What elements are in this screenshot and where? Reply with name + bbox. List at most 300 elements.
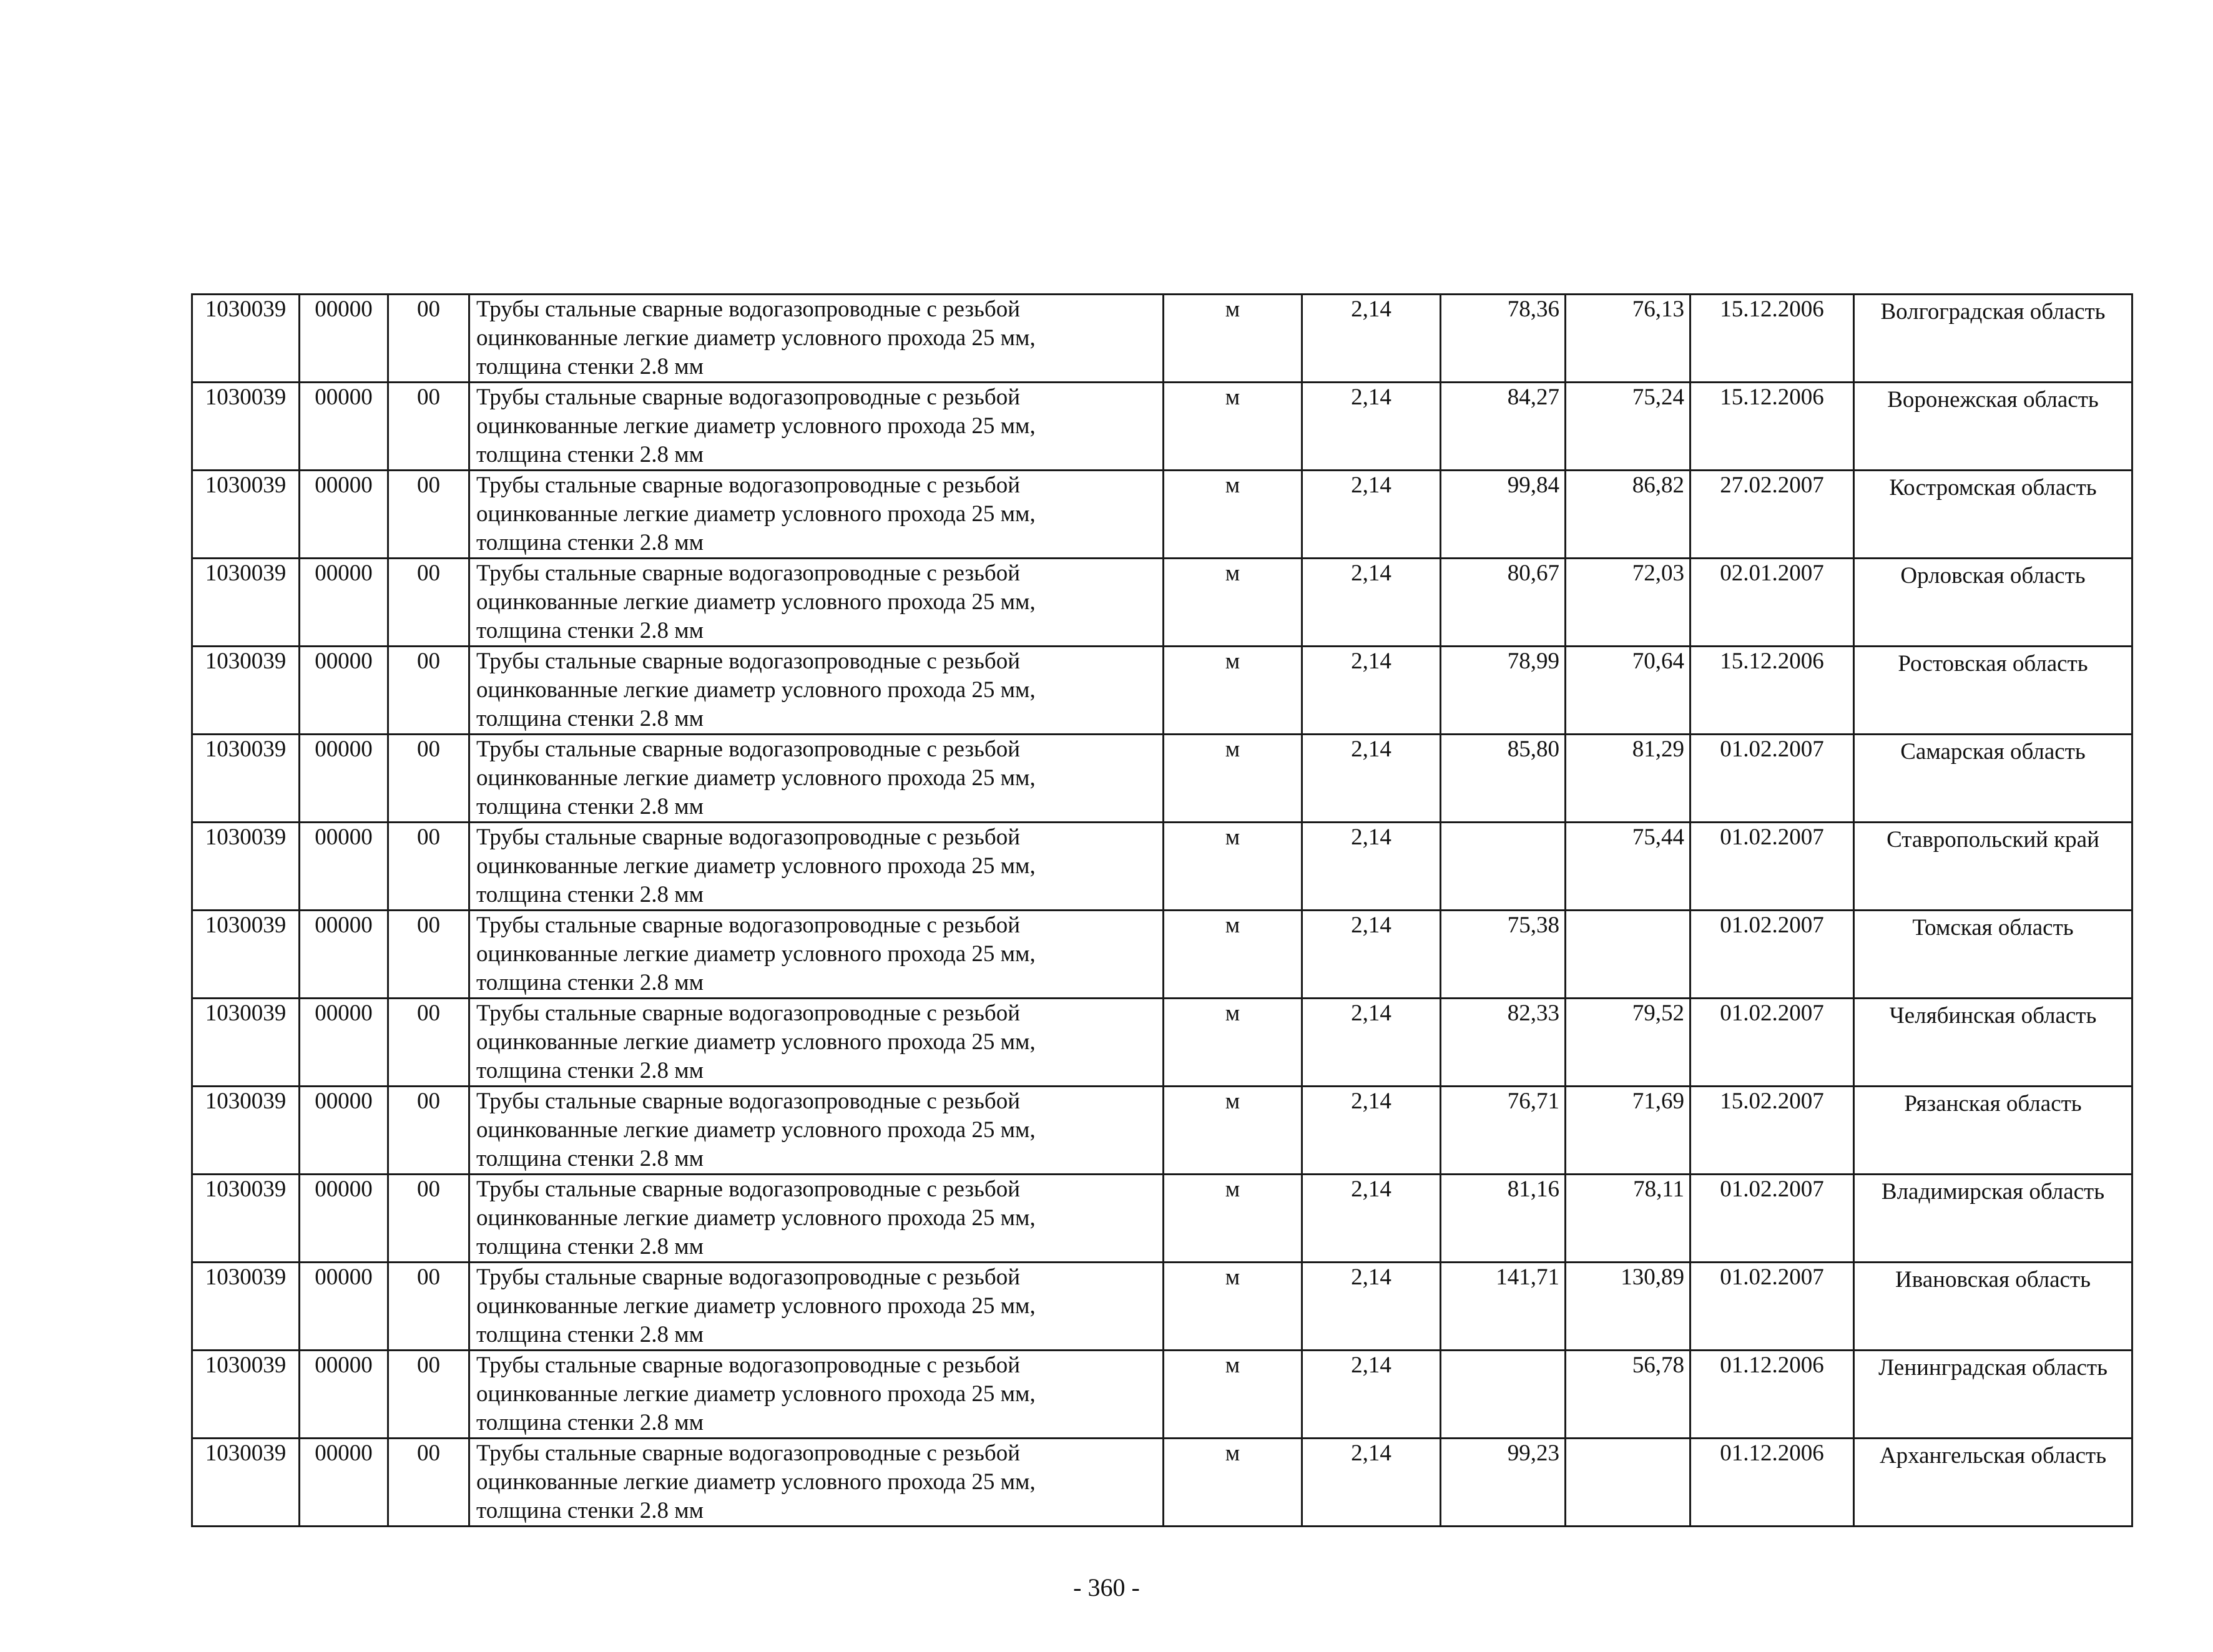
coefficient: 2,14 — [1351, 1264, 1391, 1290]
price-2-cell — [1566, 1087, 1690, 1175]
region: Костромская область — [1889, 475, 2097, 501]
resource-code-cell — [192, 1087, 300, 1175]
unit: м — [1225, 1440, 1240, 1466]
variant-cell — [388, 735, 469, 823]
unit: м — [1225, 1088, 1240, 1114]
table-row — [192, 823, 2132, 911]
description-line-2: оцинкованные легкие диаметр условного прохода 25 мм, — [476, 1029, 1036, 1055]
unit: м — [1225, 648, 1240, 674]
price-2-cell — [1566, 911, 1690, 999]
subcode: 00000 — [315, 1176, 373, 1202]
price-1-cell — [1441, 911, 1566, 999]
resource-code-cell — [192, 911, 300, 999]
coefficient: 2,14 — [1351, 824, 1391, 850]
price-1: 141,71 — [1496, 1264, 1559, 1290]
resource-code-cell — [192, 471, 300, 559]
coefficient-cell — [1302, 1439, 1441, 1527]
price-2-cell — [1566, 295, 1690, 383]
subcode: 00000 — [315, 1264, 373, 1290]
unit: м — [1225, 1264, 1240, 1290]
subcode: 00000 — [315, 824, 373, 850]
subcode: 00000 — [315, 384, 373, 410]
description-cell — [469, 1175, 1164, 1263]
region-cell — [1854, 823, 2132, 911]
coefficient: 2,14 — [1351, 1176, 1391, 1202]
table-row — [192, 1351, 2132, 1439]
resource-code: 1030039 — [205, 1176, 287, 1202]
variant-code: 00 — [417, 1264, 440, 1290]
description-line-1: Трубы стальные сварные водогазопроводные с резьбой — [476, 736, 1021, 762]
resource-code: 1030039 — [205, 1264, 287, 1290]
coefficient-cell — [1302, 1175, 1441, 1263]
region-cell — [1854, 1351, 2132, 1439]
variant-cell — [388, 647, 469, 735]
region: Владимирская область — [1881, 1179, 2105, 1205]
variant-code: 00 — [417, 384, 440, 410]
table-row — [192, 1175, 2132, 1263]
unit-cell — [1164, 1439, 1302, 1527]
description-line-1: Трубы стальные сварные водогазопроводные с резьбой — [476, 1176, 1021, 1202]
coefficient-cell — [1302, 295, 1441, 383]
resource-code-cell — [192, 999, 300, 1087]
description-cell — [469, 559, 1164, 647]
coefficient-cell — [1302, 559, 1441, 647]
price-1-cell — [1441, 1439, 1566, 1527]
region-cell — [1854, 1175, 2132, 1263]
unit-cell — [1164, 823, 1302, 911]
unit: м — [1225, 560, 1240, 586]
date-cell — [1690, 1351, 1854, 1439]
subcode: 00000 — [315, 472, 373, 498]
description-line-1: Трубы стальные сварные водогазопроводные с резьбой — [476, 648, 1021, 674]
subcode-cell — [300, 1263, 388, 1351]
region: Ростовская область — [1898, 651, 2088, 677]
subcode: 00000 — [315, 296, 373, 322]
coefficient-cell — [1302, 471, 1441, 559]
region-cell — [1854, 383, 2132, 471]
subcode-cell — [300, 911, 388, 999]
region-cell — [1854, 1087, 2132, 1175]
price-2: 130,89 — [1621, 1264, 1684, 1290]
subcode-cell — [300, 383, 388, 471]
date: 01.02.2007 — [1720, 824, 1824, 850]
description-line-1: Трубы стальные сварные водогазопроводные с резьбой — [476, 912, 1021, 938]
coefficient: 2,14 — [1351, 472, 1391, 498]
coefficient-cell — [1302, 647, 1441, 735]
coefficient: 2,14 — [1351, 384, 1391, 410]
region: Ленинградская область — [1878, 1355, 2108, 1381]
unit-cell — [1164, 1351, 1302, 1439]
date-cell — [1690, 1175, 1854, 1263]
description-cell — [469, 1439, 1164, 1527]
region-cell — [1854, 295, 2132, 383]
description-line-3: толщина стенки 2.8 мм — [476, 970, 704, 995]
coefficient: 2,14 — [1351, 648, 1391, 674]
price-1: 80,67 — [1507, 560, 1559, 586]
subcode-cell — [300, 999, 388, 1087]
resource-code-cell — [192, 295, 300, 383]
price-1-cell — [1441, 999, 1566, 1087]
description-line-3: толщина стенки 2.8 мм — [476, 1322, 704, 1347]
unit: м — [1225, 296, 1240, 322]
price-1-cell — [1441, 1263, 1566, 1351]
subcode: 00000 — [315, 560, 373, 586]
description-line-2: оцинкованные легкие диаметр условного прохода 25 мм, — [476, 765, 1036, 791]
date-cell — [1690, 735, 1854, 823]
price-1-cell — [1441, 1351, 1566, 1439]
resource-code-cell — [192, 383, 300, 471]
table-row — [192, 295, 2132, 383]
date-cell — [1690, 383, 1854, 471]
table-body — [192, 295, 2132, 1527]
description-cell — [469, 1351, 1164, 1439]
price-1: 81,16 — [1507, 1176, 1559, 1202]
region: Орловская область — [1900, 563, 2086, 589]
description-cell — [469, 911, 1164, 999]
description-line-2: оцинкованные легкие диаметр условного прохода 25 мм, — [476, 853, 1036, 879]
coefficient: 2,14 — [1351, 912, 1391, 938]
description-line-2: оцинкованные легкие диаметр условного прохода 25 мм, — [476, 501, 1036, 527]
description-cell — [469, 471, 1164, 559]
date: 01.12.2006 — [1720, 1440, 1824, 1466]
resource-code: 1030039 — [205, 1088, 287, 1114]
unit-cell — [1164, 1087, 1302, 1175]
coefficient-cell — [1302, 1263, 1441, 1351]
price-1: 78,36 — [1507, 296, 1559, 322]
price-2-cell — [1566, 1175, 1690, 1263]
price-2: 75,44 — [1632, 824, 1684, 850]
coefficient: 2,14 — [1351, 736, 1391, 762]
resource-code: 1030039 — [205, 384, 287, 410]
unit-cell — [1164, 383, 1302, 471]
description-line-1: Трубы стальные сварные водогазопроводные с резьбой — [476, 824, 1021, 850]
subcode-cell — [300, 1175, 388, 1263]
resource-code: 1030039 — [205, 1352, 287, 1378]
description-line-3: толщина стенки 2.8 мм — [476, 1410, 704, 1435]
table-row — [192, 1263, 2132, 1351]
unit-cell — [1164, 295, 1302, 383]
subcode: 00000 — [315, 1440, 373, 1466]
price-1: 78,99 — [1507, 648, 1559, 674]
price-2: 81,29 — [1632, 736, 1684, 762]
price-2-cell — [1566, 735, 1690, 823]
variant-cell — [388, 1351, 469, 1439]
date-cell — [1690, 559, 1854, 647]
price-2: 71,69 — [1632, 1088, 1684, 1114]
subcode: 00000 — [315, 912, 373, 938]
price-1: 84,27 — [1507, 384, 1559, 410]
resource-code: 1030039 — [205, 296, 287, 322]
subcode: 00000 — [315, 648, 373, 674]
region: Воронежская область — [1887, 387, 2099, 413]
price-table — [191, 293, 2133, 1527]
date-cell — [1690, 823, 1854, 911]
price-2-cell — [1566, 647, 1690, 735]
price-1-cell — [1441, 295, 1566, 383]
price-2-cell — [1566, 823, 1690, 911]
variant-cell — [388, 911, 469, 999]
variant-code: 00 — [417, 912, 440, 938]
price-1-cell — [1441, 471, 1566, 559]
region: Ставропольский край — [1887, 827, 2099, 853]
unit-cell — [1164, 559, 1302, 647]
variant-cell — [388, 295, 469, 383]
unit: м — [1225, 472, 1240, 498]
variant-code: 00 — [417, 824, 440, 850]
price-2: 78,11 — [1633, 1176, 1684, 1202]
subcode-cell — [300, 647, 388, 735]
resource-code-cell — [192, 735, 300, 823]
coefficient: 2,14 — [1351, 560, 1391, 586]
region-cell — [1854, 1263, 2132, 1351]
description-line-3: толщина стенки 2.8 мм — [476, 706, 704, 731]
price-2-cell — [1566, 559, 1690, 647]
unit: м — [1225, 1000, 1240, 1026]
resource-code-cell — [192, 1351, 300, 1439]
variant-cell — [388, 1087, 469, 1175]
variant-code: 00 — [417, 1440, 440, 1466]
price-1: 99,23 — [1507, 1440, 1559, 1466]
price-2-cell — [1566, 383, 1690, 471]
price-2: 75,24 — [1632, 384, 1684, 410]
resource-code: 1030039 — [205, 1440, 287, 1466]
resource-code-cell — [192, 823, 300, 911]
resource-code-cell — [192, 559, 300, 647]
region-cell — [1854, 559, 2132, 647]
unit-cell — [1164, 735, 1302, 823]
variant-code: 00 — [417, 296, 440, 322]
description-cell — [469, 647, 1164, 735]
description-line-1: Трубы стальные сварные водогазопроводные с резьбой — [476, 1440, 1021, 1466]
description-line-3: толщина стенки 2.8 мм — [476, 442, 704, 467]
table-row — [192, 735, 2132, 823]
date: 15.12.2006 — [1720, 384, 1824, 410]
description-line-2: оцинкованные легкие диаметр условного прохода 25 мм, — [476, 325, 1036, 351]
price-2: 76,13 — [1632, 296, 1684, 322]
region: Челябинская область — [1889, 1003, 2097, 1029]
region-cell — [1854, 647, 2132, 735]
description-line-1: Трубы стальные сварные водогазопроводные с резьбой — [476, 384, 1021, 410]
variant-code: 00 — [417, 736, 440, 762]
description-line-2: оцинкованные легкие диаметр условного прохода 25 мм, — [476, 677, 1036, 703]
table-row — [192, 1087, 2132, 1175]
price-2-cell — [1566, 999, 1690, 1087]
description-cell — [469, 999, 1164, 1087]
price-1: 85,80 — [1507, 736, 1559, 762]
price-2: 79,52 — [1632, 1000, 1684, 1026]
resource-code: 1030039 — [205, 472, 287, 498]
region-cell — [1854, 471, 2132, 559]
page-number: - 360 - — [1073, 1573, 1140, 1601]
description-line-2: оцинкованные легкие диаметр условного прохода 25 мм, — [476, 1469, 1036, 1495]
coefficient-cell — [1302, 823, 1441, 911]
variant-cell — [388, 999, 469, 1087]
price-2-cell — [1566, 1263, 1690, 1351]
resource-code: 1030039 — [205, 824, 287, 850]
variant-code: 00 — [417, 560, 440, 586]
coefficient-cell — [1302, 911, 1441, 999]
price-1-cell — [1441, 1175, 1566, 1263]
subcode-cell — [300, 735, 388, 823]
coefficient: 2,14 — [1351, 1352, 1391, 1378]
price-1: 75,38 — [1507, 912, 1559, 938]
subcode-cell — [300, 295, 388, 383]
price-1-cell — [1441, 823, 1566, 911]
date: 01.02.2007 — [1720, 736, 1824, 762]
unit: м — [1225, 824, 1240, 850]
subcode-cell — [300, 1439, 388, 1527]
unit-cell — [1164, 911, 1302, 999]
price-2: 86,82 — [1632, 472, 1684, 498]
region-cell — [1854, 735, 2132, 823]
description-line-1: Трубы стальные сварные водогазопроводные с резьбой — [476, 296, 1021, 322]
coefficient-cell — [1302, 383, 1441, 471]
description-line-3: толщина стенки 2.8 мм — [476, 882, 704, 907]
date-cell — [1690, 1087, 1854, 1175]
date-cell — [1690, 471, 1854, 559]
date: 02.01.2007 — [1720, 560, 1824, 586]
description-line-1: Трубы стальные сварные водогазопроводные с резьбой — [476, 1352, 1021, 1378]
description-line-3: толщина стенки 2.8 мм — [476, 618, 704, 643]
subcode-cell — [300, 1351, 388, 1439]
region: Рязанская область — [1904, 1091, 2082, 1117]
subcode-cell — [300, 559, 388, 647]
description-line-1: Трубы стальные сварные водогазопроводные с резьбой — [476, 472, 1021, 498]
price-2: 72,03 — [1632, 560, 1684, 586]
coefficient: 2,14 — [1351, 1000, 1391, 1026]
description-line-1: Трубы стальные сварные водогазопроводные с резьбой — [476, 560, 1021, 586]
price-1-cell — [1441, 735, 1566, 823]
subcode-cell — [300, 823, 388, 911]
unit: м — [1225, 1352, 1240, 1378]
resource-code: 1030039 — [205, 1000, 287, 1026]
date: 15.12.2006 — [1720, 648, 1824, 674]
coefficient: 2,14 — [1351, 1440, 1391, 1466]
price-2-cell — [1566, 1439, 1690, 1527]
resource-code-cell — [192, 647, 300, 735]
description-line-1: Трубы стальные сварные водогазопроводные с резьбой — [476, 1264, 1021, 1290]
description-cell — [469, 1263, 1164, 1351]
description-line-3: толщина стенки 2.8 мм — [476, 1234, 704, 1259]
region: Томская область — [1912, 915, 2074, 941]
subcode: 00000 — [315, 736, 373, 762]
date-cell — [1690, 647, 1854, 735]
description-line-3: толщина стенки 2.8 мм — [476, 530, 704, 555]
date-cell — [1690, 911, 1854, 999]
unit: м — [1225, 912, 1240, 938]
description-line-3: толщина стенки 2.8 мм — [476, 354, 704, 379]
date: 15.12.2006 — [1720, 296, 1824, 322]
price-1: 76,71 — [1507, 1088, 1559, 1114]
price-2-cell — [1566, 471, 1690, 559]
price-1-cell — [1441, 559, 1566, 647]
variant-cell — [388, 1439, 469, 1527]
subcode: 00000 — [315, 1352, 373, 1378]
description-line-3: толщина стенки 2.8 мм — [476, 794, 704, 819]
variant-code: 00 — [417, 1352, 440, 1378]
unit-cell — [1164, 999, 1302, 1087]
unit-cell — [1164, 1263, 1302, 1351]
description-line-3: толщина стенки 2.8 мм — [476, 1146, 704, 1171]
date: 15.02.2007 — [1720, 1088, 1824, 1114]
price-1: 99,84 — [1507, 472, 1559, 498]
date: 01.02.2007 — [1720, 1176, 1824, 1202]
date: 01.02.2007 — [1720, 912, 1824, 938]
resource-code: 1030039 — [205, 912, 287, 938]
region: Архангельская область — [1879, 1443, 2107, 1469]
variant-code: 00 — [417, 648, 440, 674]
price-1-cell — [1441, 383, 1566, 471]
variant-cell — [388, 1175, 469, 1263]
unit: м — [1225, 384, 1240, 410]
unit: м — [1225, 736, 1240, 762]
date-cell — [1690, 1439, 1854, 1527]
region-cell — [1854, 911, 2132, 999]
price-2-cell — [1566, 1351, 1690, 1439]
description-line-2: оцинкованные легкие диаметр условного прохода 25 мм, — [476, 1293, 1036, 1319]
resource-code: 1030039 — [205, 560, 287, 586]
date: 01.02.2007 — [1720, 1000, 1824, 1026]
price-1-cell — [1441, 1087, 1566, 1175]
date-cell — [1690, 1263, 1854, 1351]
description-line-3: толщина стенки 2.8 мм — [476, 1058, 704, 1083]
price-1: 82,33 — [1507, 1000, 1559, 1026]
table-row — [192, 1439, 2132, 1527]
variant-code: 00 — [417, 1000, 440, 1026]
table-row — [192, 911, 2132, 999]
date-cell — [1690, 999, 1854, 1087]
region: Самарская область — [1900, 739, 2086, 765]
coefficient: 2,14 — [1351, 1088, 1391, 1114]
table-row — [192, 647, 2132, 735]
description-cell — [469, 823, 1164, 911]
description-line-2: оцинкованные легкие диаметр условного прохода 25 мм, — [476, 1205, 1036, 1231]
table-row — [192, 559, 2132, 647]
description-line-2: оцинкованные легкие диаметр условного прохода 25 мм, — [476, 589, 1036, 615]
description-line-2: оцинкованные легкие диаметр условного прохода 25 мм, — [476, 1381, 1036, 1407]
resource-code: 1030039 — [205, 736, 287, 762]
region: Ивановская область — [1895, 1267, 2091, 1293]
unit-cell — [1164, 471, 1302, 559]
coefficient-cell — [1302, 1087, 1441, 1175]
resource-code-cell — [192, 1175, 300, 1263]
subcode-cell — [300, 1087, 388, 1175]
unit: м — [1225, 1176, 1240, 1202]
description-cell — [469, 295, 1164, 383]
date: 27.02.2007 — [1720, 472, 1824, 498]
price-1-cell — [1441, 647, 1566, 735]
variant-cell — [388, 823, 469, 911]
description-line-2: оцинкованные легкие диаметр условного прохода 25 мм, — [476, 413, 1036, 439]
region-cell — [1854, 1439, 2132, 1527]
coefficient-cell — [1302, 735, 1441, 823]
subcode: 00000 — [315, 1088, 373, 1114]
price-2: 70,64 — [1632, 648, 1684, 674]
resource-code: 1030039 — [205, 648, 287, 674]
variant-cell — [388, 1263, 469, 1351]
table-row — [192, 999, 2132, 1087]
coefficient: 2,14 — [1351, 296, 1391, 322]
description-line-1: Трубы стальные сварные водогазопроводные с резьбой — [476, 1000, 1021, 1026]
date: 01.02.2007 — [1720, 1264, 1824, 1290]
date-cell — [1690, 295, 1854, 383]
description-line-1: Трубы стальные сварные водогазопроводные с резьбой — [476, 1088, 1021, 1114]
variant-code: 00 — [417, 1088, 440, 1114]
coefficient-cell — [1302, 1351, 1441, 1439]
description-cell — [469, 1087, 1164, 1175]
resource-code-cell — [192, 1263, 300, 1351]
resource-code-cell — [192, 1439, 300, 1527]
